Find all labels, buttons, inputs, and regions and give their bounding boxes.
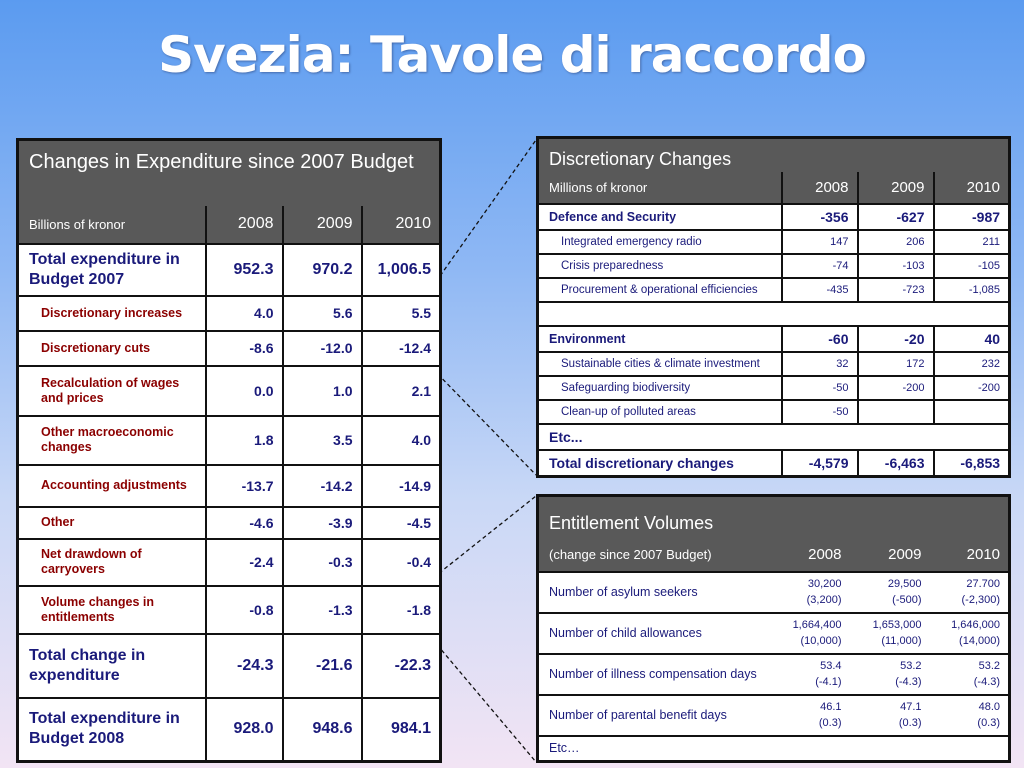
value: 30,200 [807,578,842,590]
cell-value [850,654,930,695]
spacer-row [538,302,1010,326]
value: 1,653,000 [872,619,922,631]
cell-value: -105 [934,254,1010,278]
change: (10,000) [800,635,842,647]
etc-label: Etc... [538,424,1010,450]
table-row [18,366,441,416]
row-label: Defence and Security [538,204,782,230]
row-label: Number of asylum seekers [538,572,772,613]
value: 46.1 [820,701,842,713]
value: 1,646,000 [951,619,1001,631]
table-row [538,376,1010,400]
row-label: Environment [538,326,782,352]
cell-value: -8.6 [206,331,283,366]
table-row [538,352,1010,376]
cell-value: 32 [782,352,858,376]
table-row [18,634,441,698]
cell-value [930,695,1010,736]
discretionary-title: Discretionary Changes [538,138,1010,172]
value: 53.4 [820,660,842,672]
cell-value: -1,085 [934,278,1010,302]
row-label: Sustainable cities & climate investment [538,352,782,376]
value: 1,664,400 [792,619,842,631]
cell-value: 5.5 [362,296,441,331]
ent-year-2010: 2010 [930,538,1010,572]
row-label: Total expenditure in Budget 2008 [18,698,206,762]
table-row [18,586,441,634]
value: 47.1 [900,701,922,713]
value: 53.2 [978,660,1001,672]
cell-value: 952.3 [206,244,283,296]
row-label: Integrated emergency radio [538,230,782,254]
cell-value: 1.8 [206,416,283,465]
cell-value: 3.5 [283,416,362,465]
table-row [18,331,441,366]
cell-value: 172 [858,352,934,376]
cell-value: -0.3 [283,539,362,586]
connector-top-2 [428,364,536,475]
entitlement-title: Entitlement Volumes [538,496,1010,538]
connector-top-1 [428,140,536,293]
value: 27.700 [966,578,1001,590]
table-row [18,416,441,465]
cell-value: -12.0 [283,331,362,366]
change: (11,000) [881,635,922,647]
change: (0.3) [898,717,922,729]
table-row [538,254,1010,278]
cell-value [772,695,850,736]
table-row [538,204,1010,230]
cell-value: -356 [782,204,858,230]
cell-value: 40 [934,326,1010,352]
cell-value: 4.0 [206,296,283,331]
cell-value: 1,006.5 [362,244,441,296]
cell-value: 5.6 [283,296,362,331]
cell-value: -0.4 [362,539,441,586]
table-row [538,450,1010,477]
cell-value: 232 [934,352,1010,376]
cell-value: -4,579 [782,450,858,477]
cell-value [930,613,1010,654]
entitlement-volumes-table [536,494,1011,763]
table-row [538,278,1010,302]
cell-value: 147 [782,230,858,254]
cell-value: -987 [934,204,1010,230]
row-label: Total discretionary changes [538,450,782,477]
cell-value: -2.4 [206,539,283,586]
table-row [538,695,1010,736]
cell-value: 948.6 [283,698,362,762]
cell-value: 928.0 [206,698,283,762]
row-label: Crisis preparedness [538,254,782,278]
cell-value: -6,853 [934,450,1010,477]
row-label: Discretionary cuts [18,331,206,366]
ent-year-2009: 2009 [850,538,930,572]
left-year-2008: 2008 [206,206,283,244]
change: (0.3) [818,717,842,729]
table-row [18,465,441,507]
left-table-title: Changes in Expenditure since 2007 Budget [18,140,441,206]
cell-value: -4.6 [206,507,283,539]
connector-bottom-1 [428,496,536,582]
cell-value [930,654,1010,695]
cell-value: -0.8 [206,586,283,634]
row-label: Number of parental benefit days [538,695,772,736]
row-label: Procurement & operational efficiencies [538,278,782,302]
entitlement-unit: (change since 2007 Budget) [538,538,772,572]
cell-value [858,400,934,424]
cell-value: -14.2 [283,465,362,507]
cell-value [934,400,1010,424]
cell-value: -13.7 [206,465,283,507]
value: 29,500 [887,578,922,590]
slide-title: Svezia: Tavole di raccordo [158,26,866,84]
cell-value: -1.8 [362,586,441,634]
cell-value: -14.9 [362,465,441,507]
cell-value: 2.1 [362,366,441,416]
cell-value: -20 [858,326,934,352]
cell-value: -22.3 [362,634,441,698]
cell-value [772,572,850,613]
table-row [538,326,1010,352]
cell-value: -200 [858,376,934,400]
row-label: Total expenditure in Budget 2007 [18,244,206,296]
cell-value: -50 [782,376,858,400]
expenditure-changes-table [16,138,442,763]
row-label: Other macroeconomic changes [18,416,206,465]
cell-value: -435 [782,278,858,302]
cell-value: -4.5 [362,507,441,539]
row-label: Number of illness compensation days [538,654,772,695]
cell-value: -60 [782,326,858,352]
row-label: Other [18,507,206,539]
row-label: Number of child allowances [538,613,772,654]
row-label: Net drawdown of carryovers [18,539,206,586]
change: (3,200) [806,594,842,606]
cell-value: -1.3 [283,586,362,634]
disc-year-2008: 2008 [782,172,858,204]
cell-value: 206 [858,230,934,254]
row-label: Accounting adjustments [18,465,206,507]
ent-year-2008: 2008 [772,538,850,572]
table-row [538,400,1010,424]
row-label: Discretionary increases [18,296,206,331]
change: (-4.3) [973,676,1001,688]
cell-value: -200 [934,376,1010,400]
row-label: Volume changes in entitlements [18,586,206,634]
table-row [538,736,1010,762]
cell-value [850,695,930,736]
cell-value: -24.3 [206,634,283,698]
cell-value: -723 [858,278,934,302]
table-row [538,230,1010,254]
table-row [538,613,1010,654]
cell-value [772,654,850,695]
disc-year-2009: 2009 [858,172,934,204]
table-row [538,572,1010,613]
cell-value [772,613,850,654]
left-year-2009: 2009 [283,206,362,244]
etc-label: Etc… [538,736,1010,762]
cell-value: 1.0 [283,366,362,416]
discretionary-unit: Millions of kronor [538,172,782,204]
table-row [538,424,1010,450]
change: (-4.3) [895,676,922,688]
cell-value: -12.4 [362,331,441,366]
cell-value: -74 [782,254,858,278]
cell-value: -103 [858,254,934,278]
change: (-500) [892,594,922,606]
left-year-2010: 2010 [362,206,441,244]
value: 48.0 [978,701,1001,713]
value: 53.2 [900,660,922,672]
cell-value: -627 [858,204,934,230]
cell-value: -6,463 [858,450,934,477]
cell-value: 970.2 [283,244,362,296]
cell-value [850,613,930,654]
change: (14,000) [959,635,1001,647]
cell-value: -3.9 [283,507,362,539]
table-row [538,654,1010,695]
row-label: Clean-up of polluted areas [538,400,782,424]
cell-value: -21.6 [283,634,362,698]
cell-value: 0.0 [206,366,283,416]
change: (-4.1) [815,676,842,688]
row-label: Total change in expenditure [18,634,206,698]
left-table-unit: Billions of kronor [18,206,206,244]
table-row [18,244,441,296]
cell-value [850,572,930,613]
row-label: Recalculation of wages and prices [18,366,206,416]
cell-value [930,572,1010,613]
table-row [18,539,441,586]
table-row [18,698,441,762]
table-row [18,296,441,331]
cell-value: 4.0 [362,416,441,465]
disc-year-2010: 2010 [934,172,1010,204]
cell-value: 211 [934,230,1010,254]
empty-cell [538,302,1010,326]
cell-value: -50 [782,400,858,424]
discretionary-changes-table [536,136,1011,478]
cell-value: 984.1 [362,698,441,762]
connector-bottom-2 [428,634,536,762]
row-label: Safeguarding biodiversity [538,376,782,400]
change: (0.3) [977,717,1001,729]
table-row [18,507,441,539]
change: (-2,300) [961,594,1001,606]
